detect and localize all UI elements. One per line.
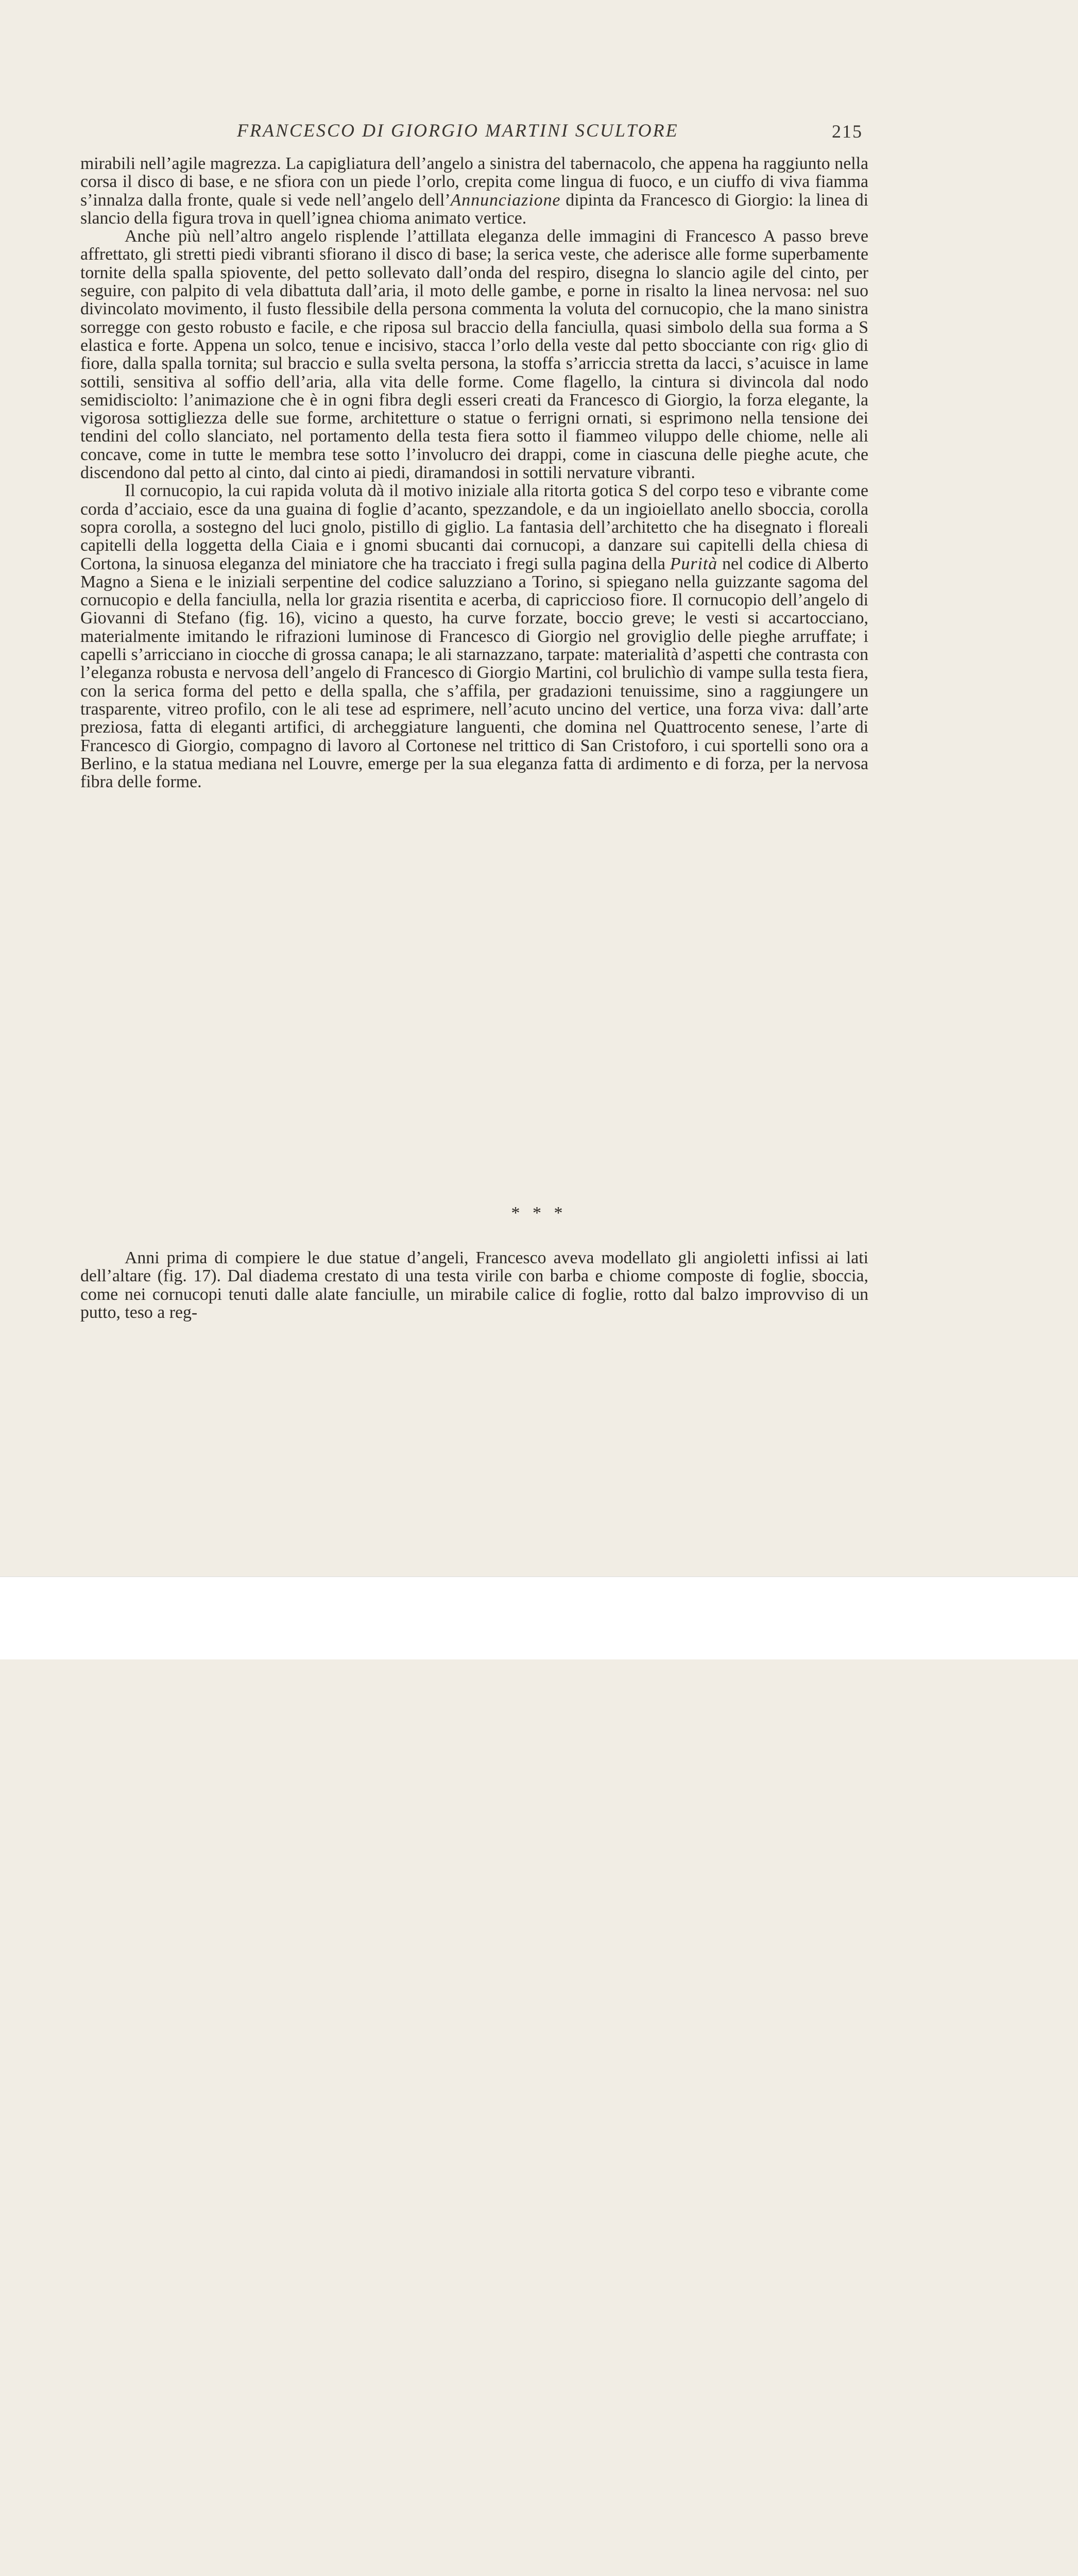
page-number: 215: [832, 121, 863, 142]
paragraph-text: mirabili nell’agile magrezza. La capigliatura dell’angelo a sinistra del tabernacolo, che appena ha raggiunto nella corsa il disco di base, e ne sfiora con un piede l’orlo, crepita come lingua di fuoco, e un ciuffo di viva fiamma s’innalza dalla fronte, quale si vede nell’angelo dell’: [80, 154, 868, 210]
paragraph: [80, 482, 868, 791]
paragraph: [80, 155, 868, 227]
section-separator: * * *: [511, 1204, 567, 1223]
paragraph-text: Anche più nell’altro angelo risplende l’attillata eleganza delle immagini di Francesco A passo breve affrettato, gli stretti piedi vibranti sfiorano il disco di base; la serica veste, che aderisce alle forme superbamente tornite della spalla spiovente, del petto sollevato dall’onda del respiro, disegna lo slancio agile del cinto, per seguire, con palpito di vela dibattuta dall’aria, il moto delle gambe, e porne in risalto la linea nervosa: nel suo divincolato movimento, il fusto flessibile della persona commenta la voluta del cornucopio, che la mano sinistra sorregge con gesto robusto e facile, e che riposa sul braccio della fanciulla, quasi simbolo della sua forma a S elastica e forte. Appena un solco, tenue e incisivo, stacca l’orlo della veste dal petto sbocciante con rig‹ glio di fiore, dalla spalla tornita; sul braccio e sulla svelta persona, la stoffa s’arriccia stretta da lacci, s’acuisce in lame sottili, sensitiva al soffio dell’aria, alla vita delle forme. Come flagello, la cintura si divincola dal nodo semidisciolto: l’animazione che è in ogni fibra degli esseri creati da Francesco di Giorgio, la forza elegante, la vigorosa sottigliezza delle sue forme, architetture o statue o ferrigni ornati, si esprimono nella tensione dei tendini del collo slanciato, nel portamento della testa fiera sotto il fiammeo viluppo delle chiome, nelle ali concave, come in tutte le membra tese sotto l’involucro dei drappi, come in ciascuna delle pieghe acute, che discendono dal petto al cinto, dal cinto ai piedi, diramandosi in sottili nervature vibranti.: [80, 227, 868, 483]
running-head-title: FRANCESCO DI GIORGIO MARTINI SCULTORE: [237, 120, 679, 141]
italic-title: Annunciazione: [450, 190, 561, 210]
paragraph: [80, 227, 868, 482]
paragraph-text: Anni prima di compiere le due statue d’angeli, Francesco aveva modellato gli angioletti infissi ai lati dell’altare (fig. 17). Dal diadema crestato di una testa virile con barba e chiome composte di foglie, sboccia, come nei cornucopi tenuti dalle alate fanciulle, un mirabile calice di foglie, rotto dal balzo improvviso di un putto, teso a reg-: [80, 1248, 868, 1322]
paragraph-text: nel codice di Alberto Magno a Siena e le iniziali serpentine del codice saluzziano a Torino, si spiegano nella guizzante sagoma del cornucopio e della fanciulla, nella lor grazia risentita e acerba, di capriccioso fiore. Il cornucopio dell’angelo di Giovanni di Stefano (fig. 16), vicino a questo, ha curve forzate, boccio greve; le vesti si accartocciano, materialmente imitando le rifrazioni luminose di Francesco di Giorgio nel groviglio delle pieghe arruffate; i capelli s’arricciano in ciocche di grossa canapa; le ali starnazzano, tarpate: materialità d’aspetti che contrasta con l’eleganza robusta e nervosa dell’angelo di Francesco di Giorgio Martini, col brulichìo di vampe sulla testa fiera, con la serica forma del petto e della spalla, che s’affila, per gradazioni tenuissime, sino a raggiungere un trasparente, vitreo profilo, con le ali tese ad esprimere, nell’acuto uncino del vertice, una forza viva: dall’arte preziosa, fatta di eleganti artifici, di archeggiature languenti, che domina nel Quattrocento senese, l’arte di Francesco di Giorgio, compagno di lavoro al Cortonese nel trittico di San Cristoforo, i cui sportelli sono ora a Berlino, e la statua mediana nel Louvre, emerge per la sua eleganza fatta di ardimento e di forza, per la nervosa fibra delle forme.: [80, 554, 869, 792]
paragraph-text: dipinta da Francesco di Giorgio: la linea di slancio della figura trova in quell’ignea chioma animato vertice.: [80, 190, 868, 228]
paragraph: [80, 1249, 868, 1321]
paragraph-text: Il cornucopio, la cui rapida voluta dà il motivo iniziale alla ritorta gotica S del corpo teso e vibrante come corda d’acciaio, esce da una guaina di foglie d’acanto, spezzandole, e da un ingioiellato anello sboccia, corolla sopra corolla, a sostegno del luci gnolo, pistillo di giglio. La fantasia dell’architetto che ha disegnato i floreali capitelli della loggetta della Ciaia e i gnomi sbucanti dai cornucopi, a danzare sui capitelli della chiesa di Cortona, la sinuosa eleganza del miniatore che ha tracciato i fregi sulla pagina della: [80, 481, 868, 573]
digitization-footer: [0, 1577, 1078, 1659]
body-text: [80, 155, 868, 791]
body-text-continued: [80, 1249, 868, 1321]
italic-title: Purità: [670, 554, 718, 573]
